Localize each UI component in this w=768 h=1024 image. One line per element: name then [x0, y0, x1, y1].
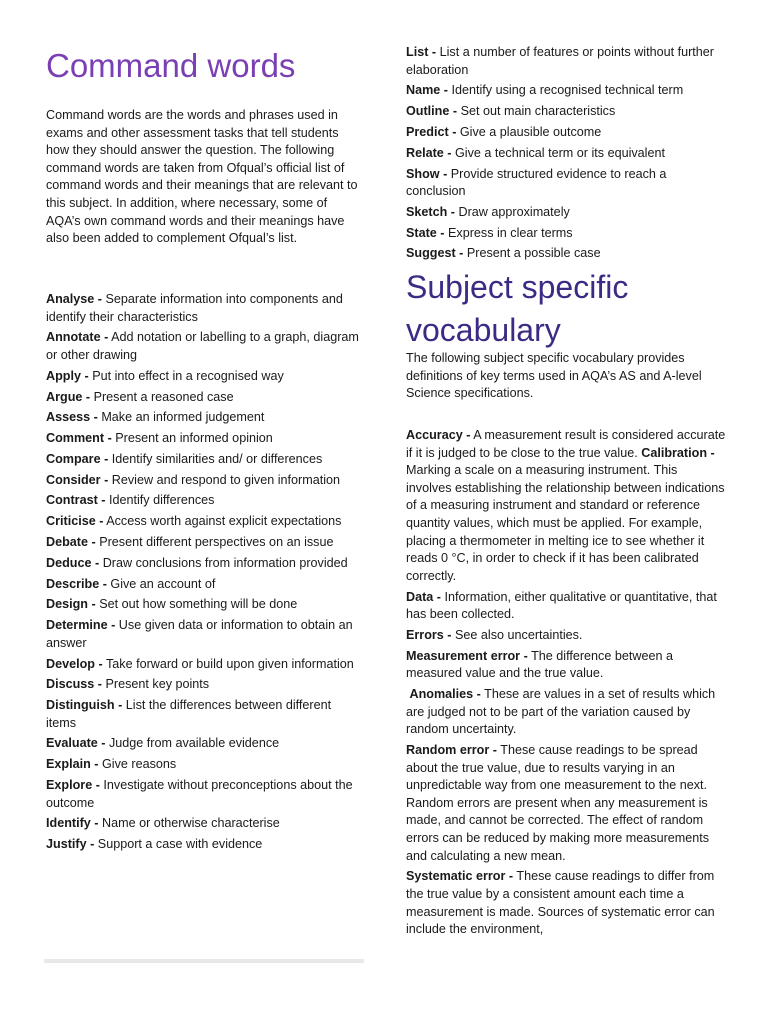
term-entry	[46, 555, 364, 573]
term-definition: Use given data or information to obtain an answer	[46, 618, 353, 650]
command-words-intro: Command words are the words and phrases used in exams and other assessment tasks that tell students how they should answer the question. The following command words are taken from Ofqual’s official list of command words and their meanings that are relevant to this subject. In addition, where necessary, some of AQA’s own command words and their meanings have also been added to complement Ofqual’s list.	[46, 108, 358, 246]
term-label: State -	[406, 225, 445, 240]
term-definition: Present an informed opinion	[115, 431, 273, 446]
term-definition: Judge from available evidence	[109, 736, 280, 751]
term-label: Predict -	[406, 124, 457, 139]
term-definition: Investigate without preconceptions about the outcome	[46, 778, 353, 810]
term-definition: Take forward or build upon given information	[105, 656, 354, 671]
term-entry	[46, 756, 364, 774]
term-label: Develop -	[46, 656, 103, 671]
term-label: Distinguish -	[46, 698, 123, 713]
vocab-entry	[406, 589, 726, 624]
term-definition: These cause readings to differ from the true value by a consistent amount each time a measurement is made. Sources of systematic error can include the environment,	[406, 869, 715, 937]
term-definition: Support a case with evidence	[97, 837, 263, 852]
term-label: Discuss -	[46, 677, 102, 692]
term-definition: Marking a scale on a measuring instrument. This involves establishing the relationship between indications of a measuring instrument and standard or reference quantity values, which must be applied. For example, placing a thermometer in melting ice to see whether it reads 0 °C, in order to check if it has been calibrated correctly.	[406, 463, 725, 583]
term-label: Justify -	[46, 837, 95, 852]
term-definition: Present key points	[105, 677, 210, 692]
term-label: Calibration -	[641, 445, 715, 460]
term-definition: Identify differences	[108, 493, 215, 508]
term-label: Apply -	[46, 368, 89, 383]
vocabulary-list	[406, 427, 726, 942]
term-definition: A measurement result is considered accurate if it is judged to be close to the true value.	[406, 428, 726, 460]
term-label: Data -	[406, 589, 441, 604]
term-label: Annotate -	[46, 330, 109, 345]
term-label: Deduce -	[46, 555, 100, 570]
term-definition: List the differences between different items	[46, 698, 332, 730]
term-entry	[46, 389, 364, 407]
term-definition: Access worth against explicit expectations	[106, 514, 342, 529]
term-definition: Set out how something will be done	[99, 597, 298, 612]
term-entry	[46, 291, 364, 326]
term-entry	[406, 245, 728, 263]
term-label: Errors -	[406, 627, 452, 642]
term-label: Comment -	[46, 431, 112, 446]
term-entry	[46, 697, 364, 732]
term-definition: Draw conclusions from information provided	[102, 555, 348, 570]
command-words-list-left	[46, 291, 364, 857]
vocab-entry	[406, 868, 726, 938]
term-definition: Give a technical term or its equivalent	[455, 145, 665, 160]
term-entry	[406, 44, 728, 79]
term-entry	[46, 472, 364, 490]
vocab-entry	[406, 427, 726, 585]
term-definition: Give a plausible outcome	[459, 124, 602, 139]
term-definition: Give an account of	[110, 576, 216, 591]
term-definition: Present a reasoned case	[93, 389, 234, 404]
term-label: Relate -	[406, 145, 452, 160]
term-label: Describe -	[46, 576, 107, 591]
term-entry	[46, 451, 364, 469]
term-definition: Identify using a recognised technical term	[451, 83, 684, 98]
vocab-entry	[406, 627, 726, 645]
term-label: Show -	[406, 166, 448, 181]
term-entry	[46, 617, 364, 652]
page-title: Command words	[46, 47, 296, 84]
term-entry	[46, 815, 364, 833]
section-title-vocabulary: Subject specific vocabulary	[406, 269, 629, 348]
term-entry	[46, 596, 364, 614]
term-label: Sketch -	[406, 204, 455, 219]
term-label: Compare -	[46, 451, 109, 466]
term-label: Suggest -	[406, 246, 464, 261]
term-entry	[46, 329, 364, 364]
term-label: Determine -	[46, 618, 116, 633]
term-definition: List a number of features or points without further elaboration	[406, 45, 714, 77]
term-label: Evaluate -	[46, 736, 106, 751]
term-entry	[46, 777, 364, 812]
term-entry	[46, 735, 364, 753]
term-label: Contrast -	[46, 493, 106, 508]
term-definition: Separate information into components and identify their characteristics	[46, 292, 343, 324]
term-definition: The difference between a measured value and the true value.	[406, 648, 673, 681]
term-entry	[406, 124, 728, 142]
term-entry	[406, 225, 728, 243]
term-definition: Express in clear terms	[448, 225, 573, 240]
term-label: List -	[406, 45, 437, 59]
term-definition: Present a possible case	[466, 246, 601, 261]
term-definition: Identify similarities and/ or differences	[111, 451, 323, 466]
vocab-entry	[406, 742, 726, 865]
term-entry	[46, 409, 364, 427]
term-entry	[406, 204, 728, 222]
term-label: Anomalies -	[409, 687, 481, 702]
term-definition: Put into effect in a recognised way	[92, 368, 284, 383]
term-entry	[46, 368, 364, 386]
term-entry	[46, 430, 364, 448]
vocab-entry	[406, 686, 726, 739]
term-label: Criticise -	[46, 514, 104, 529]
term-definition: These cause readings to be spread about the true value, due to results varying in an unpredictable way from one measurement to the next. Random errors are present when any measurement is made, and cannot be corrected. The effect of random errors can be reduced by making more measurements and calculating a new mean.	[406, 743, 710, 863]
term-definition: Set out main characteristics	[460, 104, 616, 119]
term-entry	[406, 166, 728, 201]
term-entry	[406, 103, 728, 121]
term-label: Debate -	[46, 535, 96, 549]
term-definition: Present different perspectives on an issue	[99, 535, 334, 549]
term-entry	[46, 836, 364, 854]
term-label: Explore -	[46, 778, 100, 792]
term-label: Argue -	[46, 389, 91, 404]
term-definition: Give reasons	[101, 757, 177, 772]
term-label: Consider -	[46, 472, 109, 487]
term-label: Explain -	[46, 757, 99, 772]
term-label: Accuracy -	[406, 428, 471, 442]
term-entry	[46, 513, 364, 531]
term-label: Random error -	[406, 743, 497, 758]
term-definition: Review and respond to given information	[111, 472, 340, 487]
term-definition: These are values in a set of results which are judged not to be part of the variation caused by random uncertainty.	[406, 687, 716, 737]
term-definition: See also uncertainties.	[455, 627, 583, 642]
term-label: Name -	[406, 83, 448, 98]
term-label: Measurement error -	[406, 648, 528, 663]
term-definition: Name or otherwise characterise	[101, 816, 280, 831]
term-definition: Information, either qualitative or quantitative, that has been collected.	[406, 589, 717, 622]
term-entry	[46, 656, 364, 674]
column-divider	[44, 959, 364, 963]
term-definition: Make an informed judgement	[101, 410, 265, 425]
term-entry	[46, 534, 364, 552]
term-definition: Draw approximately	[458, 204, 570, 219]
term-label: Design -	[46, 597, 96, 612]
command-words-list-right	[406, 44, 728, 266]
term-entry	[46, 492, 364, 510]
term-entry	[46, 676, 364, 694]
term-label: Systematic error -	[406, 869, 514, 884]
vocabulary-intro: The following subject specific vocabulary provides definitions of key terms used in AQA’s AS and A-level Science specifications.	[406, 351, 702, 401]
term-label: Outline -	[406, 104, 458, 119]
term-entry	[406, 82, 728, 100]
term-definition: Provide structured evidence to reach a conclusion	[406, 166, 667, 199]
term-definition: Add notation or labelling to a graph, diagram or other drawing	[46, 330, 359, 362]
term-label: Analyse -	[46, 292, 102, 306]
term-entry	[406, 145, 728, 163]
term-label: Identify -	[46, 816, 99, 831]
vocab-entry	[406, 648, 726, 683]
term-label: Assess -	[46, 410, 98, 425]
term-entry	[46, 576, 364, 594]
